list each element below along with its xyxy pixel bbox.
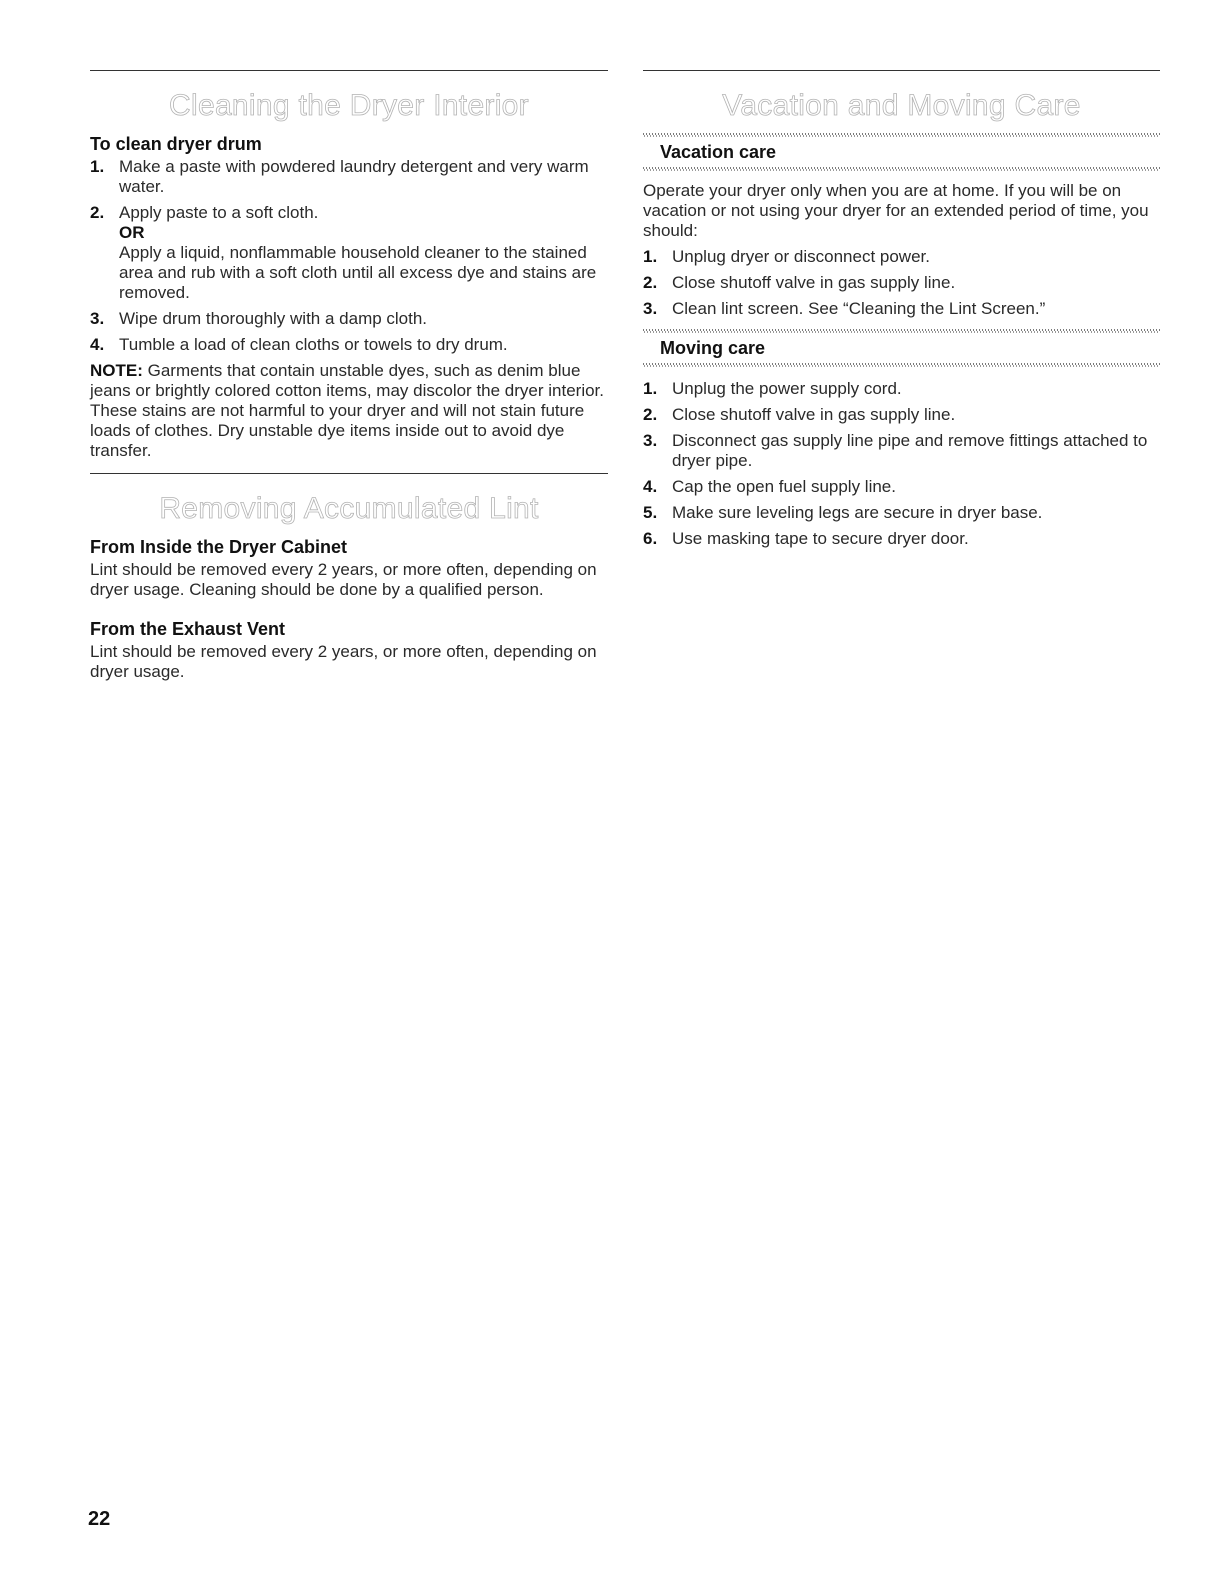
list-item [643, 273, 1160, 293]
moving-steps [643, 379, 1160, 549]
dotted-divider [643, 133, 1160, 137]
step-number: 1. [643, 379, 658, 398]
dotted-divider [643, 363, 1160, 367]
note-text: Garments that contain unstable dyes, such as denim blue jeans or brightly colored cotton items, may discolor the dryer interior. These stains are not harmful to your dryer and will not stain future loads of clothes. Dry unstable dye items inside out to avoid dye transfer. [90, 361, 605, 460]
list-item [643, 529, 1160, 549]
step-alt-text: Apply a liquid, nonflammable household cleaner to the stained area and rub with a soft cloth until all excess dye and stains are removed. [119, 243, 597, 302]
or-label: OR [119, 223, 145, 242]
list-item [643, 247, 1160, 267]
section-rule [90, 473, 608, 474]
step-text: Unplug the power supply cord. [672, 379, 902, 398]
list-item [643, 299, 1160, 319]
section-title-vacation-moving: Vacation and Moving Care [722, 89, 1081, 122]
step-number: 4. [643, 477, 658, 496]
section-title-cleaning-interior: Cleaning the Dryer Interior [169, 89, 529, 122]
step-text: Close shutoff valve in gas supply line. [672, 405, 956, 424]
step-text: Clean lint screen. See “Cleaning the Lint Screen.” [672, 299, 1046, 318]
subhead-clean-drum: To clean dryer drum [90, 134, 262, 154]
step-text: Use masking tape to secure dryer door. [672, 529, 969, 548]
list-item [643, 405, 1160, 425]
vacation-steps [643, 247, 1160, 319]
step-number: 3. [643, 431, 658, 450]
step-text: Unplug dryer or disconnect power. [672, 247, 930, 266]
section-rule [643, 70, 1160, 71]
list-item [643, 477, 1160, 497]
exhaust-vent-text: Lint should be removed every 2 years, or more often, depending on dryer usage. [90, 642, 597, 681]
step-number: 1. [90, 157, 105, 176]
step-text: Make a paste with powdered laundry detergent and very warm water. [119, 157, 589, 196]
step-number: 2. [643, 405, 658, 424]
right-column [643, 70, 1160, 555]
list-item [90, 309, 608, 329]
step-number: 6. [643, 529, 658, 548]
step-text: Disconnect gas supply line pipe and remove fittings attached to dryer pipe. [672, 431, 1148, 470]
list-item [643, 503, 1160, 523]
page-number: 22 [88, 1508, 111, 1530]
step-text: Make sure leveling legs are secure in dryer base. [672, 503, 1043, 522]
step-number: 3. [90, 309, 105, 328]
step-number: 2. [643, 273, 658, 292]
section-rule [90, 70, 608, 71]
step-text: Apply paste to a soft cloth. [119, 203, 319, 222]
inside-cabinet-text: Lint should be removed every 2 years, or more often, depending on dryer usage. Cleaning should be done by a qualified person. [90, 560, 597, 599]
list-item [90, 157, 608, 197]
step-number: 3. [643, 299, 658, 318]
list-item [90, 335, 608, 355]
step-text: Wipe drum thoroughly with a damp cloth. [119, 309, 428, 328]
dotted-divider [643, 167, 1160, 171]
dotted-divider [643, 329, 1160, 333]
note-label: NOTE: [90, 361, 143, 380]
step-number: 5. [643, 503, 658, 522]
note-paragraph [90, 361, 608, 461]
step-text: Cap the open fuel supply line. [672, 477, 896, 496]
subhead-exhaust-vent: From the Exhaust Vent [90, 619, 286, 639]
step-number: 1. [643, 247, 658, 266]
list-item [90, 203, 608, 303]
step-number: 2. [90, 203, 105, 222]
section-title-removing-lint: Removing Accumulated Lint [159, 492, 539, 525]
list-item [643, 431, 1160, 471]
left-column [90, 70, 608, 688]
subhead-moving-care: Moving care [660, 338, 766, 358]
subhead-vacation-care: Vacation care [660, 142, 777, 162]
list-item [643, 379, 1160, 399]
step-text: Tumble a load of clean cloths or towels to dry drum. [119, 335, 508, 354]
step-text: Close shutoff valve in gas supply line. [672, 273, 956, 292]
vacation-intro: Operate your dryer only when you are at home. If you will be on vacation or not using your dryer for an extended period of time, you should: [643, 181, 1149, 240]
clean-drum-steps [90, 157, 608, 355]
step-number: 4. [90, 335, 105, 354]
subhead-inside-cabinet: From Inside the Dryer Cabinet [90, 537, 348, 557]
